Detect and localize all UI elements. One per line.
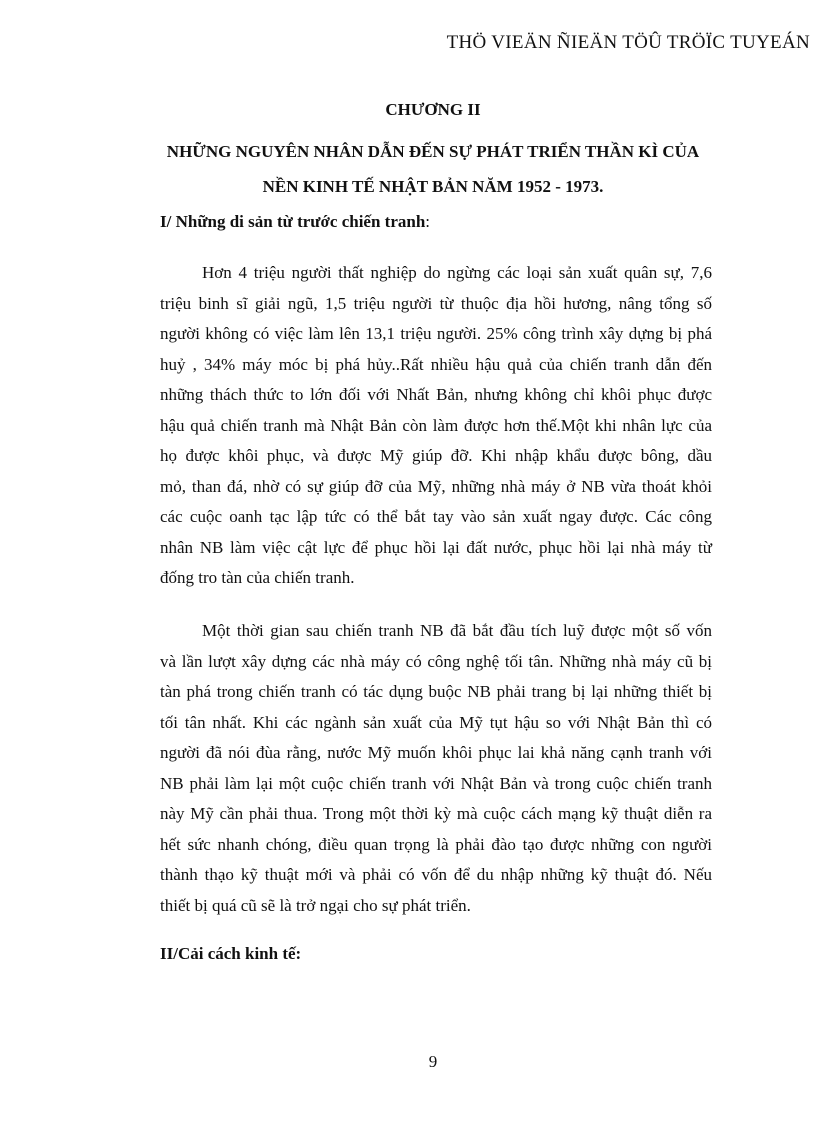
chapter-label: CHƯƠNG II [385,100,481,119]
paragraph-line: đống tro tàn của chiến tranh. [160,568,355,587]
paragraph-line: thiết bị quá cũ sẽ là trở ngại cho sự phát triển. [160,895,471,915]
section-heading-1 [160,212,430,232]
paragraph-1 [160,258,712,594]
paragraph-line: và lần lượt xây dựng các nhà máy có công nghệ tối tân. Những nhà máy cũ bị [160,651,712,671]
paragraph-line: mỏ, than đá, nhờ có sự giúp đỡ của Mỹ, những nhà máy ở NB vừa thoát khỏi [160,476,712,496]
paragraph-line: tối tân nhất. Khi các ngành sản xuất của Mỹ tụt hậu so với Nhật Bản thì có [160,712,712,732]
section-heading-colon: : [425,212,431,231]
chapter-title-line: NHỮNG NGUYÊN NHÂN DẪN ĐẾN SỰ PHÁT TRIỂN THẦN KÌ CỦA [166,142,700,161]
paragraph-line: huỷ , 34% máy móc bị phá hủy..Rất nhiều hậu quả của chiến tranh dẫn đến [160,354,712,374]
section-heading-text: I/ Những di sản từ trước chiến tranh [160,212,426,231]
paragraph-2 [160,616,712,921]
paragraph-line: nhân NB làm việc cật lực để phục hồi lại đất nước, phục hồi lại nhà máy từ [160,537,712,557]
paragraph-line: Một thời gian sau chiến tranh NB đã bắt đầu tích luỹ được một số vốn [202,621,712,640]
chapter-title-line: NỀN KINH TẾ NHẬT BẢN NĂM 1952 - 1973. [262,177,604,196]
paragraph-line: người không có việc làm lên 13,1 triệu người. 25% công trình xây dựng bị phá [160,324,712,343]
paragraph-line: những thách thức to lớn đối với Nhất Bản, nhưng không chỉ khôi phục được [160,385,712,404]
paragraph-line: hậu quả chiến tranh mà Nhật Bản còn làm được hơn thế.Một khi nhân lực của [160,415,712,435]
paragraph-line: NB phải làm lại một cuộc chiến tranh với Nhật Bản và trong cuộc chiến tranh [160,773,712,793]
page-number: 9 [428,1052,438,1071]
paragraph-line: các cuộc oanh tạc lập tức có thể bắt tay vào sản xuất ngay được. Các công [160,507,712,526]
paragraph-line: người đã nói đùa rằng, nước Mỹ muốn khôi phục lai khả năng cạnh tranh với [160,743,712,762]
paragraph-line: họ được khôi phục, và được Mỹ giúp đỡ. Khi nhập khẩu được bông, dầu [160,446,712,465]
paragraph-line: tàn phá trong chiến tranh có tác dụng buộc NB phải trang bị lại những thiết bị [160,682,712,701]
running-header: THÖ VIEÄN ÑIEÄN TÖÛ TRÖÏC TUYEÁN [446,32,810,53]
paragraph-line: Hơn 4 triệu người thất nghiệp do ngừng các loại sản xuất quân sự, 7,6 [202,263,712,282]
section-heading-2: II/Cải cách kinh tế: [160,944,302,963]
paragraph-line: thành thạo kỹ thuật mới và phải có vốn để du nhập những kỹ thuật đó. Nếu [160,865,712,884]
paragraph-line: triệu binh sĩ giải ngũ, 1,5 triệu người từ thuộc địa hồi hương, nâng tổng số [160,293,712,313]
chapter-title [0,134,816,204]
paragraph-line: này Mỹ cần phải thua. Trong một thời kỳ mà cuộc cách mạng kỹ thuật diễn ra [160,804,712,823]
paragraph-line: hết sức nhanh chóng, điều quan trọng là phải đào tạo được những con người [160,834,712,854]
